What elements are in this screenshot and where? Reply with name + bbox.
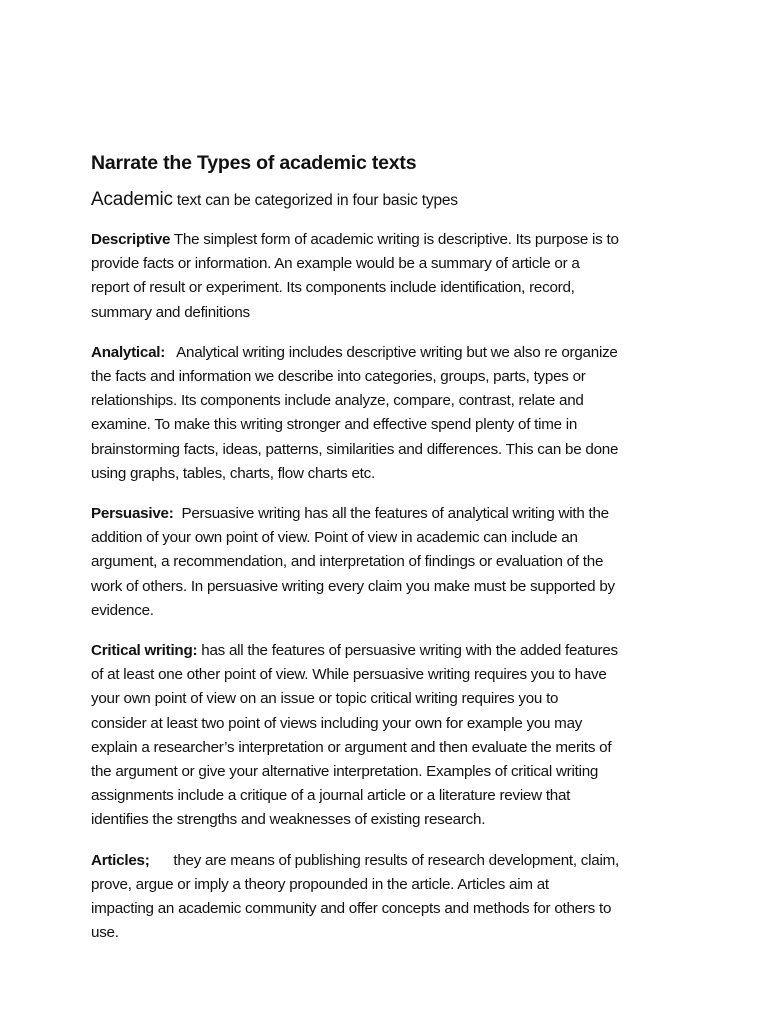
section-line-text: assignments include a critique of a journal article or a literature review that	[91, 787, 571, 805]
section-line-text: evidence.	[91, 601, 154, 619]
text-line	[91, 341, 683, 365]
section-line-text: summary and definitions	[91, 303, 250, 321]
section-line-text: Persuasive writing has all the features of analytical writing with the	[181, 505, 609, 523]
intro-paragraph	[91, 189, 683, 212]
section-line-text: argument, a recommendation, and interpretation of findings or evaluation of the	[91, 553, 604, 571]
section-line-text: the argument or give your alternative interpretation. Examples of critical writing	[91, 763, 599, 781]
text-line	[91, 784, 683, 808]
section-line-text: impacting an academic community and offer concepts and methods for others to	[91, 900, 612, 918]
text-line	[91, 712, 683, 736]
text-line	[91, 639, 683, 663]
section-line-text: consider at least two point of views including your own for example you may	[91, 714, 583, 732]
text-line	[91, 663, 683, 687]
section-line-text: using graphs, tables, charts, flow charts etc.	[91, 464, 375, 482]
section-paragraph	[91, 639, 683, 833]
section-line-text: identifies the strengths and weaknesses of existing research.	[91, 811, 486, 829]
section-line-text: work of others. In persuasive writing every claim you make must be supported by	[91, 577, 615, 595]
section-line-text: of at least one other point of view. While persuasive writing requires you to have	[91, 666, 607, 684]
text-line	[91, 849, 683, 873]
text-line	[91, 599, 683, 623]
intro-text: text can be categorized in four basic types	[172, 192, 458, 209]
section-term: Critical writing	[91, 642, 193, 660]
page-title: Narrate the Types of academic texts	[91, 152, 417, 174]
text-line	[91, 808, 683, 832]
text-line	[91, 526, 683, 550]
section-line-text: they are means of publishing results of research development, claim,	[173, 851, 619, 869]
section-term: Persuasive:	[91, 505, 174, 523]
text-line	[91, 736, 683, 760]
text-line	[91, 575, 683, 599]
text-line	[91, 687, 683, 711]
section-term: Descriptive	[91, 231, 171, 248]
section-line-text: Analytical writing includes descriptive writing but we also re organize	[176, 343, 618, 361]
text-line	[91, 760, 683, 784]
section-term: Articles;	[91, 851, 150, 869]
section-line-text: report of result or experiment. Its components include identification, record,	[91, 279, 575, 297]
section-separator: :	[192, 642, 202, 660]
section-line-text: your own point of view on an issue or topic critical writing requires you to	[91, 690, 559, 708]
section-separator	[165, 344, 176, 361]
section-line-text: provide facts or information. An example would be a summary of article or a	[91, 255, 580, 273]
section-line-text: The simplest form of academic writing is descriptive. Its purpose is to	[173, 231, 619, 248]
section-line-text: examine. To make this writing stronger and effective spend plenty of time in	[91, 416, 578, 434]
section-line-text: use.	[91, 924, 119, 942]
text-line	[91, 502, 683, 526]
text-line	[91, 228, 683, 252]
text-line	[91, 921, 683, 945]
section-line-text: explain a researcher’s interpretation or argument and then evaluate the merits of	[91, 738, 612, 756]
text-line	[91, 365, 683, 389]
section-paragraph	[91, 849, 683, 946]
section-separator	[150, 852, 174, 869]
intro-lead-word: Academic	[91, 189, 173, 210]
section-paragraph	[91, 341, 683, 486]
text-line	[91, 897, 683, 921]
text-line	[91, 389, 683, 413]
text-line	[91, 550, 683, 574]
text-line	[91, 276, 683, 300]
section-line-text: has all the features of persuasive writing with the added features	[201, 642, 618, 660]
document-page	[91, 150, 683, 945]
section-term: Analytical:	[91, 343, 166, 361]
section-paragraph	[91, 502, 683, 623]
section-line-text: addition of your own point of view. Point of view in academic can include an	[91, 529, 578, 547]
text-line	[91, 301, 683, 325]
text-line	[91, 462, 683, 486]
section-line-text: relationships. Its components include analyze, compare, contrast, relate and	[91, 392, 584, 410]
text-line	[91, 413, 683, 437]
section-line-text: the facts and information we describe into categories, groups, parts, types or	[91, 368, 586, 386]
section-paragraph	[91, 228, 683, 325]
text-line	[91, 252, 683, 276]
sections-container	[91, 228, 683, 945]
text-line	[91, 873, 683, 897]
section-line-text: brainstorming facts, ideas, patterns, similarities and differences. This can be done	[91, 440, 619, 458]
text-line	[91, 438, 683, 462]
section-line-text: prove, argue or imply a theory propounded in the article. Articles aim at	[91, 875, 549, 893]
